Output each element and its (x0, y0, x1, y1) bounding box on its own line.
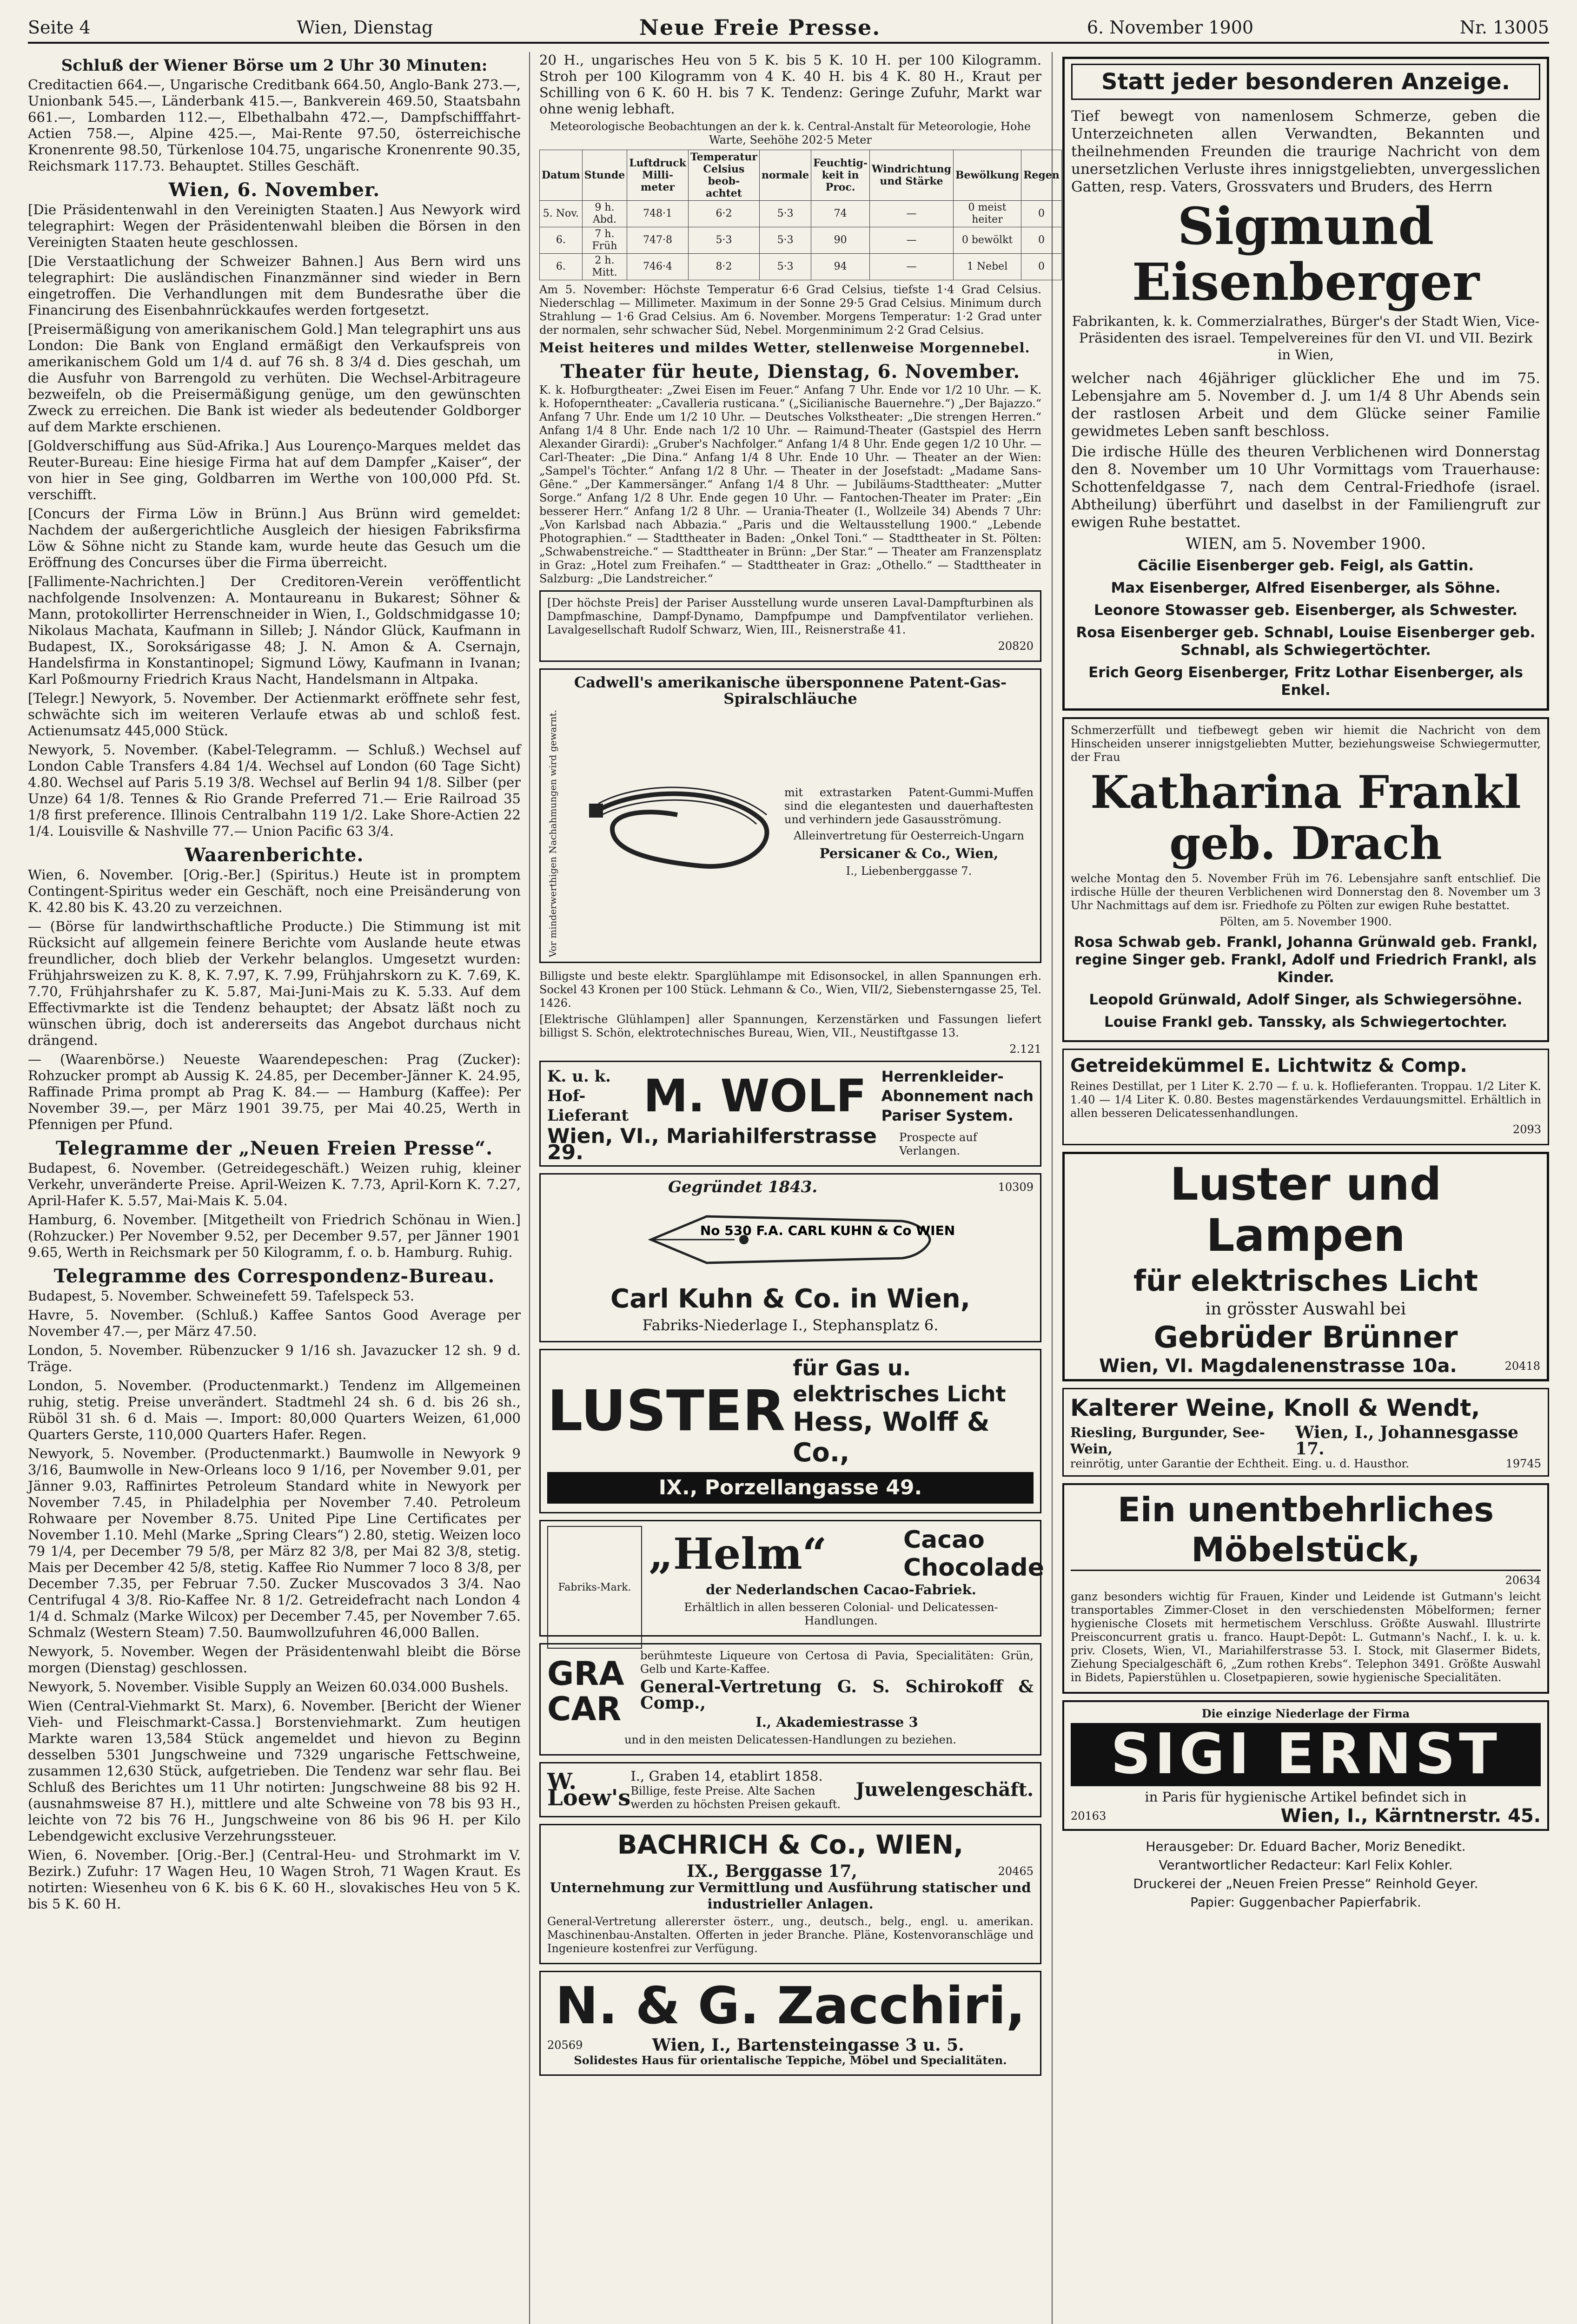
page-number: Seite 4 (28, 17, 91, 38)
weather-cell: 747·8 (627, 227, 689, 254)
weather-cell: — (870, 201, 954, 227)
article-heading: Schluß der Wiener Börse um 2 Uhr 30 Minuten: (61, 56, 488, 75)
weather-cell: 9 h. Abd. (582, 201, 627, 227)
weather-column-header: Luftdruck Milli-meter (627, 150, 689, 201)
mourner-line: Rosa Eisenberger geb. Schnabl, Louise Eisenberger geb. Schnabl, als Schwiegertöchter. (1076, 624, 1536, 659)
ad-loew-address: I., Graben 14, etablirt 1858. (630, 1768, 823, 1784)
frankl-mourners (1071, 933, 1541, 1031)
article-paragraph: Wien, 6. November. [Orig.-Ber.] (Central-Heu- und Strohmarkt im V. Bezirk.) Zufuhr: 17 Wagen Heu, 10 Wagen Stroh, 71 Wagen Kraut. Es notirten: Wiesenheu von 6 K. bis 6 K. 60 H., slovakisches Heu von 5 K. bis 5 K. 60 H. (28, 1847, 521, 1912)
ad-bruenner (1062, 1152, 1549, 1381)
article-paragraph: Creditactien 664.—, Ungarische Creditbank 664.50, Anglo-Bank 273.—, Unionbank 545.—, Länderbank 415.—, Bankverein 469.50, Staatsbahn 661.—, Lombarden 112.—, Elbethalbahn 472.—, Dampfschifffahrt-Actien 758.—, Alpine 425.—, Mai-Rente 97.50, österreichische Kronenrente 98.50, Türkenlose 104.75, ungarische Kronenrente 90.35, Reichsmark 117.73. Behauptet. Stilles Geschäft. (28, 77, 521, 174)
article-paragraph: [Concurs der Firma Löw in Brünn.] Aus Brünn wird gemeldet: Nachdem der außergerichtliche Ausgleich der hiesigen Fabriksfirma Löw & Söhne nicht zu Stande kam, wurde heute das Gesuch um die Eröffnung des Concurses über die Firma überreicht. (28, 506, 521, 570)
death-notice-place: WIEN, am 5. November 1900. (1185, 535, 1426, 553)
section-heading: Telegramme des Correspondenz-Bureau. (53, 1265, 495, 1287)
ad-bruenner-sub: für elektrisches Licht (1133, 1264, 1478, 1298)
weather-cell: 5·3 (760, 227, 811, 254)
pen-label: No 530 F.A. CARL KUHN & Co WIEN (700, 1223, 955, 1239)
death-notice-text1: Tief bewegt von namenlosem Schmerze, geben die Unterzeichneten allen Verwandten, Bekannten und theilnehmenden Freunden die traurige Nachricht von dem unersetzlichen Verluste ihres innigstgeliebten, unvergesslichen Gatten, resp. Vaters, Grossvaters und Bruders, des Herrn (1071, 108, 1540, 195)
ad-luster-hess (539, 1349, 1041, 1513)
article-paragraph: [Telegr.] Newyork, 5. November. Der Actienmarkt eröffnete sehr fest, schwächte sich im weiteren Verlaufe etwas ab und schloß fest. Actienumsatz 445,000 Stück. (28, 690, 521, 739)
article-paragraph: Newyork, 5. November. Wegen der Präsidentenwahl bleibt die Börse morgen (Dienstag) geschlossen. (28, 1644, 521, 1676)
ad-loew-shop: Juwelengeschäft. (855, 1779, 1034, 1801)
ad-wolf-right1: Herrenkleider- (881, 1068, 1004, 1086)
ad-zacchiri-address: Wien, I., Bartensteingasse 3 u. 5. (652, 2035, 964, 2055)
weather-cell: 74 (811, 201, 870, 227)
ad-bachrich (539, 1824, 1041, 1964)
article-paragraph: Newyork, 5. November. (Kabel-Telegramm. — Schluß.) Wechsel auf London Cable Transfers 4.84 1/4. Wechsel auf London (60 Tage Sicht) 4.80. Wechsel auf Paris 5.19 3/8. Wechsel auf Berlin 94 1/8. Silber (per Unze) 64 1/8. Tennes & Rio Grande Preferred 71.— Erie Railroad 35 1/8 first preference. Illinois Centralbahn 119 1/2. Lake Shore-Actien 22 1/4. Louisville & Nashville 77.— Union Pacific 63 3/4. (28, 742, 521, 839)
death-notice-mourners (1071, 557, 1540, 699)
ad-bachrich-address: IX., Berggasse 17, (687, 1862, 857, 1882)
ad-kalterer-foot: reinrötig, unter Garantie der Echtheit. Eing. u. d. Hausthor. (1070, 1457, 1410, 1470)
ad-bachrich-number: 20465 (998, 1865, 1034, 1878)
article-paragraph: [Die Präsidentenwahl in den Vereinigten Staaten.] Aus Newyork wird telegraphirt: Wegen der Präsidentenwahl bleiben die Börsen in den Vereinigten Staaten heute geschlossen. (28, 202, 521, 250)
ad-sigi-address: Wien, I., Kärntnerstr. 45. (1280, 1805, 1541, 1827)
article-paragraph: — (Waarenbörse.) Neueste Waarendepeschen: Prag (Zucker): Rohzucker prompt ab Aussig K. 24.85, per December-Jänner K. 24.95, Raffinade Prima prompt ab Prag K. 84.— — Hamburg (Kaffee): Per November 39.—, per März 1901 39.75, per Mai 40.25, Werth in Pfennigen per Pfund. (28, 1051, 521, 1132)
death-notice-text3: Die irdische Hülle des theuren Verblichenen wird Donnerstag den 8. November um 10 Uhr Vormittags vom Trauerhause: Schottenfeldgasse 7, nach dem Central-Friedhofe (israel. Abtheilung) überführt und daselbst in der Familiengruft zur ewigen Ruhe bestattet. (1071, 443, 1540, 531)
ad-zacchiri (539, 1971, 1041, 2076)
ad-gracar-text: berühmteste Liqueure von Certosa di Pavia, Specialitäten: Grün, Gelb und Karte-Kaffee. (640, 1649, 1034, 1676)
column-rule (1052, 52, 1053, 2324)
ad-kalterer-address: Wien, I., Johannesgasse 17. (1295, 1423, 1519, 1459)
column-middle (539, 52, 1060, 2324)
weather-cell: 0 (1021, 227, 1062, 254)
ad-lichtwitz-text: Reines Destillat, per 1 Liter K. 2.70 — f. u. k. Hoflieferanten. Troppau. 1/2 Liter K. 1.40 — 1/4 Liter K. 0.80. Bestes magenstärkendes Verdauungsmittel. Erhältlich in allen besseren Delicatessenhandlungen. (1070, 1080, 1541, 1120)
article-paragraph: Budapest, 6. November. (Getreidegeschäft.) Weizen ruhig, kleiner Verkehr, unveränderte Preise. April-Weizen K. 7.73, April-Korn K. 7.27, April-Hafer K. 5.57, Mai-Mais K. 5.04. (28, 1160, 521, 1208)
ad-kalterer-number: 19745 (1505, 1457, 1541, 1470)
issue-date: 6. November 1900 (1087, 17, 1254, 38)
article-paragraph: Newyork, 5. November. (Productenmarkt.) Baumwolle in Newyork 9 3/16, Baumwolle in New-Orleans loco 9 1/16, per November 9.01, per Jänner 9.03, Raffinirtes Petroleum Standard white in Newyork per November 7.45, in Philadelphia per November 7.40. Petroleum Rohwaare per November 8.75. United Pipe Line Certificates per November 1.10. Mehl (Marke „Spring Clears“) 2.80, stetig. Weizen loco 79 1/4, per December 79 5/8, per März 82 3/8, per Mai 82 3/8, stetig. Mais per December 42 5/8, stetig. Kaffee Rio Nummer 7 loco 8 3/8, per December 7.35, per Februar 7.50. Zucker Muscovados 3 3/4. Nao Centrifugal 4 3/8. Rio-Kaffee Nr. 8 1/2. Getreidefracht nach London 4 1/4 d. Schmalz (Marke Wilcox) per December 7.45, per November 7.65. Schmalz (Western Steam) 7.50. Baumwollzufuhren 46,000 Ballen. (28, 1446, 521, 1640)
ad-kuhn (539, 1173, 1041, 1342)
ad-gracar (539, 1643, 1041, 1756)
page-header (28, 13, 1549, 44)
weather-forecast: Meist heiteres und mildes Wetter, stellenweise Morgennebel. (539, 340, 1030, 356)
section-heading: Waarenberichte. (185, 844, 364, 866)
ad-wolf-left1: K. u. k. (547, 1067, 611, 1086)
ad-kuhn-name: Carl Kuhn & Co. in Wien, (610, 1284, 971, 1314)
ad-moebel (1062, 1483, 1549, 1694)
ad-lichtwitz-head: Getreidekümmel E. Lichtwitz & Comp. (1070, 1055, 1467, 1076)
ad-wolf-prospecte: Prospecte auf Verlangen. (899, 1131, 977, 1158)
ad-bruenner-address: Wien, VI. Magdalenenstrasse 10a. (1099, 1355, 1457, 1377)
section-heading: Wien, 6. November. (168, 179, 380, 201)
ad-helm-maker: der Nederlandschen Cacao-Fabriek. (706, 1582, 976, 1598)
ad-laval (539, 590, 1041, 662)
ad-zacchiri-name: N. & G. Zacchiri, (555, 1976, 1026, 2036)
theatre-text: K. k. Hofburgtheater: „Zwei Eisen im Feuer.“ Anfang 7 Uhr. Ende vor 1/2 10 Uhr. — K. k. Hofoperntheater: „Cavalleria rusticana.“ („Sicilianische Bauernehre.“) „Der Bajazzo.“ Anfang 7 Uhr. Ende um 1/2 10 Uhr. — Deutsches Volkstheater: „Die strengen Herren.“ Anfang 1/4 8 Uhr. Ende nach 1/2 10 Uhr. — Raimund-Theater (Gastspiel des Herrn Alexander Girardi): „Gruber's Nachfolger.“ Anfang 1/4 8 Uhr. Ende gegen 1/2 10 Uhr. — Carl-Theater: „Die Dina.“ Anfang 1/4 8 Uhr. Ende 10 Uhr. — Theater an der Wien: „Sampel's Töchter.“ Anfang 1/2 8 Uhr. — Theater in der Josefstadt: „Madame Sans-Gêne.“ „Der Kammersänger.“ Anfang 1/4 8 Uhr. — Jubiläums-Stadttheater: „Mutter Sorge.“ Anfang 1/2 8 Uhr. Ende gegen 10 Uhr. — Fantochen-Theater im Prater: „Ein besserer Herr.“ Anfang 1/2 8 Uhr. — Urania-Theater (I., Wollzeile 34) Abends 7 Uhr: „Von Karlsbad nach Abbazia.“ „Paris und die Weltausstellung 1900.“ „Lebende Photographien.“ — Stadttheater in Baden: „Onkel Toni.“ — Stadttheater in St. Pölten: „Schwabenstreiche.“ — Stadttheater in Brünn: „Der Star.“ — Theater am Franzensplatz in Graz: „Hotel zum Freihafen.“ — Stadttheater in Graz: „Othello.“ — Stadttheater in Salzburg: „Die Landstreicher.“ (539, 383, 1041, 585)
ad-bruenner-number: 20418 (1504, 1360, 1540, 1373)
ad-cadwell-text: mit extrastarken Patent-Gummi-Muffen sind die elegantesten und dauerhaftesten und verhindern jede Gasausströmung. (784, 786, 1034, 826)
ad-wolf-left3: Lieferant (547, 1106, 629, 1125)
helm-trademark-label: Fabriks-Mark. (558, 1581, 631, 1593)
weather-cell: 746·4 (627, 254, 689, 280)
market-tail: 20 H., ungarisches Heu von 5 K. bis 5 K. 10 H. per 100 Kilogramm. Stroh per 100 Kilogramm von 4 K. 40 H. bis 4 K. 80 H., Kraut per Schilling von 6 K. 60 H. bis 7 K. Tendenz: Geringe Zufuhr, Markt war ohne wenig lebhaft. (539, 52, 1041, 117)
ad-laval-text: [Der höchste Preis] der Pariser Ausstellung wurde unseren Laval-Dampfturbinen als Dampfmaschine, Dampf-Dynamo, Dampfpumpe und Dampfventilator verliehen. Lavalgesellschaft Rudolf Schwarz, Wien, III., Reisnerstraße 41. (547, 596, 1034, 636)
table-row (540, 254, 1062, 280)
ad-bachrich-more: General-Vertretung allererster österr., ung., deutsch., belg., engl. u. amerikan. Maschinenbau-Anstalten. Offerten in jeder Branche. Pläne, Kostenvoranschläge und Ingenieure kostenfrei zur Verfügung. (547, 1915, 1034, 1955)
weather-column-header: Stunde (582, 150, 627, 201)
imprint (1062, 1837, 1549, 1912)
weather-cell: 7 h. Früh (582, 227, 627, 254)
article-paragraph: Havre, 5. November. (Schluß.) Kaffee Santos Good Average per November 47.—, per März 47.50. (28, 1307, 521, 1339)
column-notices (1062, 52, 1549, 2324)
imprint-line: Herausgeber: Dr. Eduard Bacher, Moriz Benedikt. (1146, 1839, 1466, 1854)
weather-column-header: Temperatur Celsius beob-achtet (688, 150, 759, 201)
ad-sigi-ernst (1062, 1700, 1549, 1831)
article-paragraph: [Goldverschiffung aus Süd-Afrika.] Aus Lourenço-Marques meldet das Reuter-Bureau: Eine hiesige Firma hat auf dem Dampfer „Kaiser“, der von hier in See ging, Goldbarren im Werthe von 100,000 Pfd. St. verschifft. (28, 438, 521, 502)
ad-sparlampe: Billigste und beste elektr. Sparglühlampe mit Edisonsockel, in allen Spannungen erh. Sockel 43 Kronen per 100 Stück. Lehmann & Co., Wien, VII/2, Siebensterngasse 25, Tel. 1426. (539, 970, 1041, 1010)
article-paragraph: Hamburg, 6. November. [Mitgetheilt von Friedrich Schönau in Wien.] (Rohzucker.) Per November 9.52, per December 9.57, per Jänner 1901 9.65, Werth in Reichsmark per 50 Kilogramm, f. o. b. Hamburg. Ruhig. (28, 1212, 521, 1260)
ad-sigi-number: 20163 (1071, 1809, 1107, 1822)
weather-cell: 6. (540, 227, 583, 254)
ad-cadwell-address: I., Liebenberggasse 7. (846, 865, 972, 878)
weather-cell: 8·2 (688, 254, 759, 280)
ad-moebel-head: Ein unentbehrliches Möbelstück, (1071, 1490, 1541, 1571)
ad-helm-product: Cacao Chocolade (903, 1526, 1044, 1582)
ad-wolf-address: Wien, VI., Mariahilferstrasse 29. (547, 1124, 877, 1165)
weather-table (539, 150, 1062, 280)
ad-luster-firm: Hess, Wolff & Co., (793, 1407, 990, 1468)
ad-sigi-text: in Paris für hygienische Artikel befindet sich in (1145, 1789, 1467, 1805)
ad-helm-availability: Erhältlich in allen besseren Colonial- und Delicatessen-Handlungen. (684, 1601, 998, 1628)
frankl-intro: Schmerzerfüllt und tiefbewegt geben wir hiemit die Nachricht von dem Hinscheiden unserer innigstgeliebten Mutter, beziehungsweise Schwiegermutter, der Frau (1071, 724, 1541, 764)
section-heading: Telegramme der „Neuen Freien Presse“. (55, 1137, 493, 1159)
ad-cadwell-warning: Vor minderwerthigen Nachahmungen wird gewarnt. (547, 710, 558, 957)
ad-luster-word: LUSTER (547, 1379, 786, 1444)
ad-helm-name: „Helm“ (649, 1529, 827, 1579)
mourner-line: Max Eisenberger, Alfred Eisenberger, als Söhne. (1111, 580, 1501, 596)
weather-column-header: Windrichtung und Stärke (870, 150, 954, 201)
ad-gracar-address: I., Akademiestrasse 3 (755, 1714, 918, 1730)
mourner-line: Leonore Stowasser geb. Eisenberger, als Schwester. (1093, 602, 1518, 619)
weather-cell: 5·3 (760, 201, 811, 227)
article-paragraph: Budapest, 5. November. Schweinefett 59. Tafelspeck 53. (28, 1288, 415, 1304)
ad-luster-sub: für Gas u. elektrisches Licht (793, 1355, 1006, 1407)
weather-cell: — (870, 227, 954, 254)
death-notice-text2: welcher nach 46jähriger glücklicher Ehe und im 75. Lebensjahre am 5. November d. J. um 1/4 8 Uhr Abends sein der rastlosen Arbeit und dem Glücke seiner Familie gewidmetes Leben sanft beschloss. (1071, 370, 1540, 440)
frankl-name: Katharina Frankl geb. Drach (1090, 766, 1521, 870)
weather-cell: 6·2 (688, 201, 759, 227)
weather-cell: 90 (811, 227, 870, 254)
table-row (540, 227, 1062, 254)
ad-zacchiri-foot: Solidestes Haus für orientalische Teppiche, Möbel und Specialitäten. (574, 2053, 1007, 2067)
article-paragraph: Wien (Central-Viehmarkt St. Marx), 6. November. [Bericht der Wiener Vieh- und Fleischmarkt-Cassa.] Borstenviehmarkt. Zum heutigen Markte waren 13,584 Stück angemeldet und hievon zu Beginn desselben 5301 Jungschweine und 7329 ungarische Fettschweine, zusammen 12,630 Stück, aufgetrieben. Die Tendenz war sehr flau. Bei Schluß des Berichtes um 11 Uhr notirten: Jungschweine 88 bis 92 H. (ausnahmsweise 87 H.), mittlere und alte Schweine von 78 bis 93 H., leichte von 72 bis 76 H., Jungschweine von 86 bis 96 H. per Kilo Lebendgewicht exclusive Verzehrungssteuer. (28, 1698, 521, 1844)
death-notice-frankl (1062, 717, 1549, 1042)
theatre-title: Theater für heute, Dienstag, 6. November. (560, 361, 1020, 383)
mourner-line: Louise Frankl geb. Tanssky, als Schwiegertochter. (1104, 1014, 1507, 1030)
ad-laval-number: 20820 (998, 640, 1034, 653)
ad-bruenner-firm: Gebrüder Brünner (1153, 1320, 1458, 1355)
ad-cadwell-firm: Persicaner & Co., Wien, (819, 845, 999, 862)
weather-column-header: Datum (540, 150, 583, 201)
death-notice-eisenberger (1062, 57, 1549, 711)
mourner-line: Rosa Schwab geb. Frankl, Johanna Grünwald geb. Frankl, regine Singer geb. Frankl, Adolf und Friedrich Frankl, als Kinder. (1073, 934, 1538, 986)
article-paragraph: London, 5. November. (Productenmarkt.) Tendenz im Allgemeinen ruhig, stetig. Preise unverändert. Stadtmehl 24 sh. 6 d. bis 26 sh., Rüböl 31 sh. 6 d. Mais —. Import: 80,000 Quarters Weizen, 61,000 Quarters Gerste, 110,000 Quarters Hafer. Regen. (28, 1378, 521, 1442)
ad-lichtwitz (1062, 1049, 1549, 1145)
mourner-line: Erich Georg Eisenberger, Fritz Lothar Eisenberger, als Enkel. (1088, 664, 1523, 699)
ad-wolf-right2: Abonnement nach (881, 1087, 1034, 1105)
weather-column-header: normale (760, 150, 811, 201)
ad-moebel-number: 20634 (1505, 1574, 1541, 1587)
table-row (540, 201, 1062, 227)
article-paragraph: [Fallimente-Nachrichten.] Der Creditoren-Verein veröffentlicht nachfolgende Insolvenzen: A. Montaureanu in Bukarest; Söhner & Mann, protokollirter Herrenschneider in Wien, I., Goldschmidgasse 10; Nikolaus Machata, Kaufmann in Silleb; J. Nándor Glück, Kaufmann in Budapest, IX., Soroksárigasse 48; J. N. Amon & A. Csernajn, Handelsfirma in Konstantinopel; Sigmund Löwy, Kaufmann in Ivanan; Karl Poßmourny Friedrich Kraus Nacht, Handelsmann in Altpaka. (28, 574, 521, 687)
weather-cell: 0 (1021, 254, 1062, 280)
issue-number: Nr. 13005 (1459, 17, 1549, 38)
weather-cell: — (870, 254, 954, 280)
weather-column-header: Feuchtig-keit in Proc. (811, 150, 870, 201)
ad-kalterer-text: Riesling, Burgunder, See-Wein, (1070, 1425, 1265, 1457)
column-rule (529, 52, 530, 2324)
article-paragraph: Wien, 6. November. [Orig.-Ber.] (Spiritus.) Heute ist in promptem Contingent-Spiritus weder ein Geschäft, noch eine Preisänderung von K. 42.80 bis K. 43.20 zu verzeichnen. (28, 867, 521, 915)
paper-title: Neue Freie Presse. (639, 14, 881, 40)
imprint-line: Verantwortlicher Redacteur: Karl Felix Kohler. (1159, 1857, 1453, 1873)
ad-kalterer (1062, 1388, 1549, 1477)
ad-loew-name: W. Loew's (547, 1768, 631, 1811)
article-paragraph: [Die Verstaatlichung der Schweizer Bahnen.] Aus Bern wird uns telegraphirt: Die ausländischen Finanzmänner sind wieder in Bern eingetroffen. Die Verhandlungen mit dem Bundesrathe über die Financirung des Eisenbahnrückkaufes werden fortgesetzt. (28, 253, 521, 318)
weather-cell: 5·3 (760, 254, 811, 280)
imprint-line: Druckerei der „Neuen Freien Presse“ Reinhold Geyer. (1133, 1876, 1478, 1891)
ad-lichtwitz-number: 2093 (1512, 1123, 1541, 1136)
ad-luster-address: IX., Porzellangasse 49. (547, 1472, 1034, 1504)
weather-cell: 0 bewölkt (953, 227, 1021, 254)
pen-nib-illustration (547, 1195, 1034, 1284)
weather-title: Meteorologische Beobachtungen an der k. k. Central-Anstalt für Meteorologie, Hohe Warte, Seehöhe 202·5 Meter (550, 120, 1031, 146)
ad-kuhn-address: Fabriks-Niederlage I., Stephansplatz 6. (642, 1316, 939, 1334)
weather-cell: 5·3 (688, 227, 759, 254)
ad-gluehlampen: [Elektrische Glühlampen] aller Spannungen, Kerzenstärken und Fassungen liefert billigst S. Schön, elektrotechnisches Bureau, Wien, VII., Neustiftgasse 13. (539, 1013, 1041, 1040)
death-notice-head: Statt jeder besonderen Anzeige. (1071, 64, 1540, 100)
weather-cell: 2 h. Mitt. (582, 254, 627, 280)
ad-sigi-name: SIGI ERNST (1071, 1723, 1541, 1786)
ad-moebel-text: ganz besonders wichtig für Frauen, Kinder und Leidende ist Gutmann's leicht transportables Zimmer-Closet in den verschiedensten Möbelformen; ferner hygienische Closets mit hermetischem Verschluss. Größte Auswahl. Illustrirte Preisconcurrent gratis u. franco. Haupt-Depôt: L. Gutmann's Nachf., I. k. u. k. priv. Closets, Wien, VI., Mariahilferstrasse 53. I. Stock, mit Glasermer Bidets, Ziehung Specialgeschäft 6, „Zum rothen Krebs“. Telephon 3491. Größte Auswahl in Bidets, Papierstühlen u. Closetpapieren, sowie hygienische Specialitäten. (1071, 1590, 1541, 1684)
ad-kuhn-founded: Gegründet 1843. (668, 1178, 818, 1197)
weather-cell: 0 (1021, 201, 1062, 227)
mourner-line: Leopold Grünwald, Adolf Singer, als Schwiegersöhne. (1089, 991, 1523, 1008)
ad-bachrich-name: BACHRICH & Co., WIEN, (617, 1830, 964, 1861)
article-paragraph: London, 5. November. Rübenzucker 9 1/16 sh. Javazucker 12 sh. 9 d. Träge. (28, 1342, 521, 1374)
ad-sigi-top: Die einzige Niederlage der Firma (1201, 1707, 1410, 1720)
weather-text: Am 5. November: Höchste Temperatur 6·6 Grad Celsius, tiefste 1·4 Grad Celsius. Niederschlag — Millimeter. Maximum in der Sonne 29·5 Grad Celsius. Minimum durch Strahlung — 1·6 Grad Celsius. Am 6. November. Morgens Temperatur: 1·2 Grad unter der normalen, sehr schwacher Süd, Nebel. Morgenminimum 2·2 Grad Celsius. (539, 283, 1041, 337)
ad-loew-sub: Billige, feste Preise. Alte Sachen werden zu höchsten Preisen gekauft. (630, 1784, 841, 1811)
frankl-text: welche Montag den 5. November Früh im 76. Lebensjahre sanft entschlief. Die irdische Hülle der theuren Verblichenen wird Donnerstag den 8. November um 3 Uhr Nachmittags auf dem isr. Friedhofe zu Pölten zur ewigen Ruhe bestattet. (1071, 872, 1541, 912)
ad-helm (539, 1520, 1044, 1637)
weather-cell: 1 Nebel (953, 254, 1021, 280)
weather-cell: 6. (540, 254, 583, 280)
weather-column-header: Regen (1021, 150, 1062, 201)
helmet-trademark-image (547, 1526, 642, 1649)
death-notice-name: Sigmund Eisenberger (1132, 196, 1480, 312)
ad-bruenner-big: Luster und Lampen (1170, 1158, 1442, 1261)
mourner-line: Cäcilie Eisenberger geb. Feigl, als Gattin. (1137, 557, 1474, 574)
weather-cell: 94 (811, 254, 870, 280)
weather-cell: 748·1 (627, 201, 689, 227)
ad-wolf-right3: Pariser System. (881, 1107, 1014, 1125)
ad-wolf-left2: Hof- (547, 1087, 586, 1106)
ad-cadwell-head: Cadwell's amerikanische übersponnene Patent-Gas-Spiralschläuche (574, 673, 1007, 707)
article-paragraph: — (Börse für landwirthschaftliche Producte.) Die Stimmung ist mit Rücksicht auf allgemein feinere Berichte vom Auslande heute etwas freundlicher, doch blieb der Verkehr belanglos. Umgesetzt wurden: Frühjahrsweizen zu K. 8, K. 7.97, K. 7.99, Frühjahrskorn zu K. 7.69, K. 7.70, Frühjahrshafer zu K. 5.87, Mai-Juni-Mais zu K. 5.33. Auf dem Effectivmarkte ist die Tendenz behauptet; der Absatz läßt noch zu wünschen übrig, doch ist andererseits das Angebot durchaus nicht drängend. (28, 918, 521, 1048)
hose-illustration (580, 780, 784, 887)
ad-gracar-agent: General-Vertretung G. S. Schirokoff & Comp., (640, 1677, 1034, 1713)
death-notice-title: Fabrikanten, k. k. Commerzialrathes, Bürger's der Stadt Wien, Vice-Präsidenten des israel. Tempelvereines für den VI. und VII. Bezirk in Wien, (1072, 313, 1540, 363)
ad-gracar-logo: GRA CAR (547, 1654, 624, 1728)
ad-kuhn-number: 10309 (998, 1181, 1034, 1194)
frankl-place: Pölten, am 5. November 1900. (1219, 915, 1392, 928)
article-paragraph: Newyork, 5. November. Visible Supply an Weizen 60.034.000 Bushels. (28, 1679, 509, 1695)
column-finance (28, 52, 521, 2324)
ad-bruenner-selection: in grösster Auswahl bei (1205, 1300, 1406, 1319)
ad-wolf (539, 1061, 1041, 1167)
weather-cell: 0 meist heiter (953, 201, 1021, 227)
weather-cell: 5. Nov. (540, 201, 583, 227)
ad-cadwell-agent: Alleinvertretung für Oesterreich-Ungarn (794, 829, 1024, 843)
ad-zacchiri-number: 20569 (547, 2039, 583, 2052)
ad-kalterer-head: Kalterer Weine, Knoll & Wendt, (1070, 1394, 1480, 1421)
imprint-line: Papier: Guggenbacher Papierfabrik. (1190, 1895, 1421, 1910)
article-paragraph: [Preisermäßigung von amerikanischem Gold.] Man telegraphirt uns aus London: Die Bank von England ermäßigt den Verkaufspreis von amerikanischem Gold um 1/4 d. auf 76 sh. 8 3/4 d. Dies geschah, um die Ausfuhr von Barrengold zu verhüten. Die Wechsel-Arbitrageure bezweifeln, ob die Preisermäßigung genüge, um den gewünschten Zweck zu erreichen. Die Bank ist wieder als bedeutender Goldborger auf dem Markte erschienen. (28, 321, 521, 435)
weather-column-header: Bewölkung (953, 150, 1021, 201)
place-date: Wien, Dienstag (297, 17, 433, 38)
ad-cadwell (539, 668, 1041, 963)
ad-wolf-name: M. WOLF (643, 1070, 867, 1122)
ad-bachrich-text: Unternehmung zur Vermittlung und Ausführung statischer und industrieller Anlagen. (550, 1880, 1031, 1912)
ad-loew (539, 1762, 1041, 1817)
ad-gluehlampen-number: 2.121 (1009, 1043, 1041, 1056)
ad-gracar-foot: und in den meisten Delicatessen-Handlungen zu beziehen. (624, 1733, 956, 1747)
